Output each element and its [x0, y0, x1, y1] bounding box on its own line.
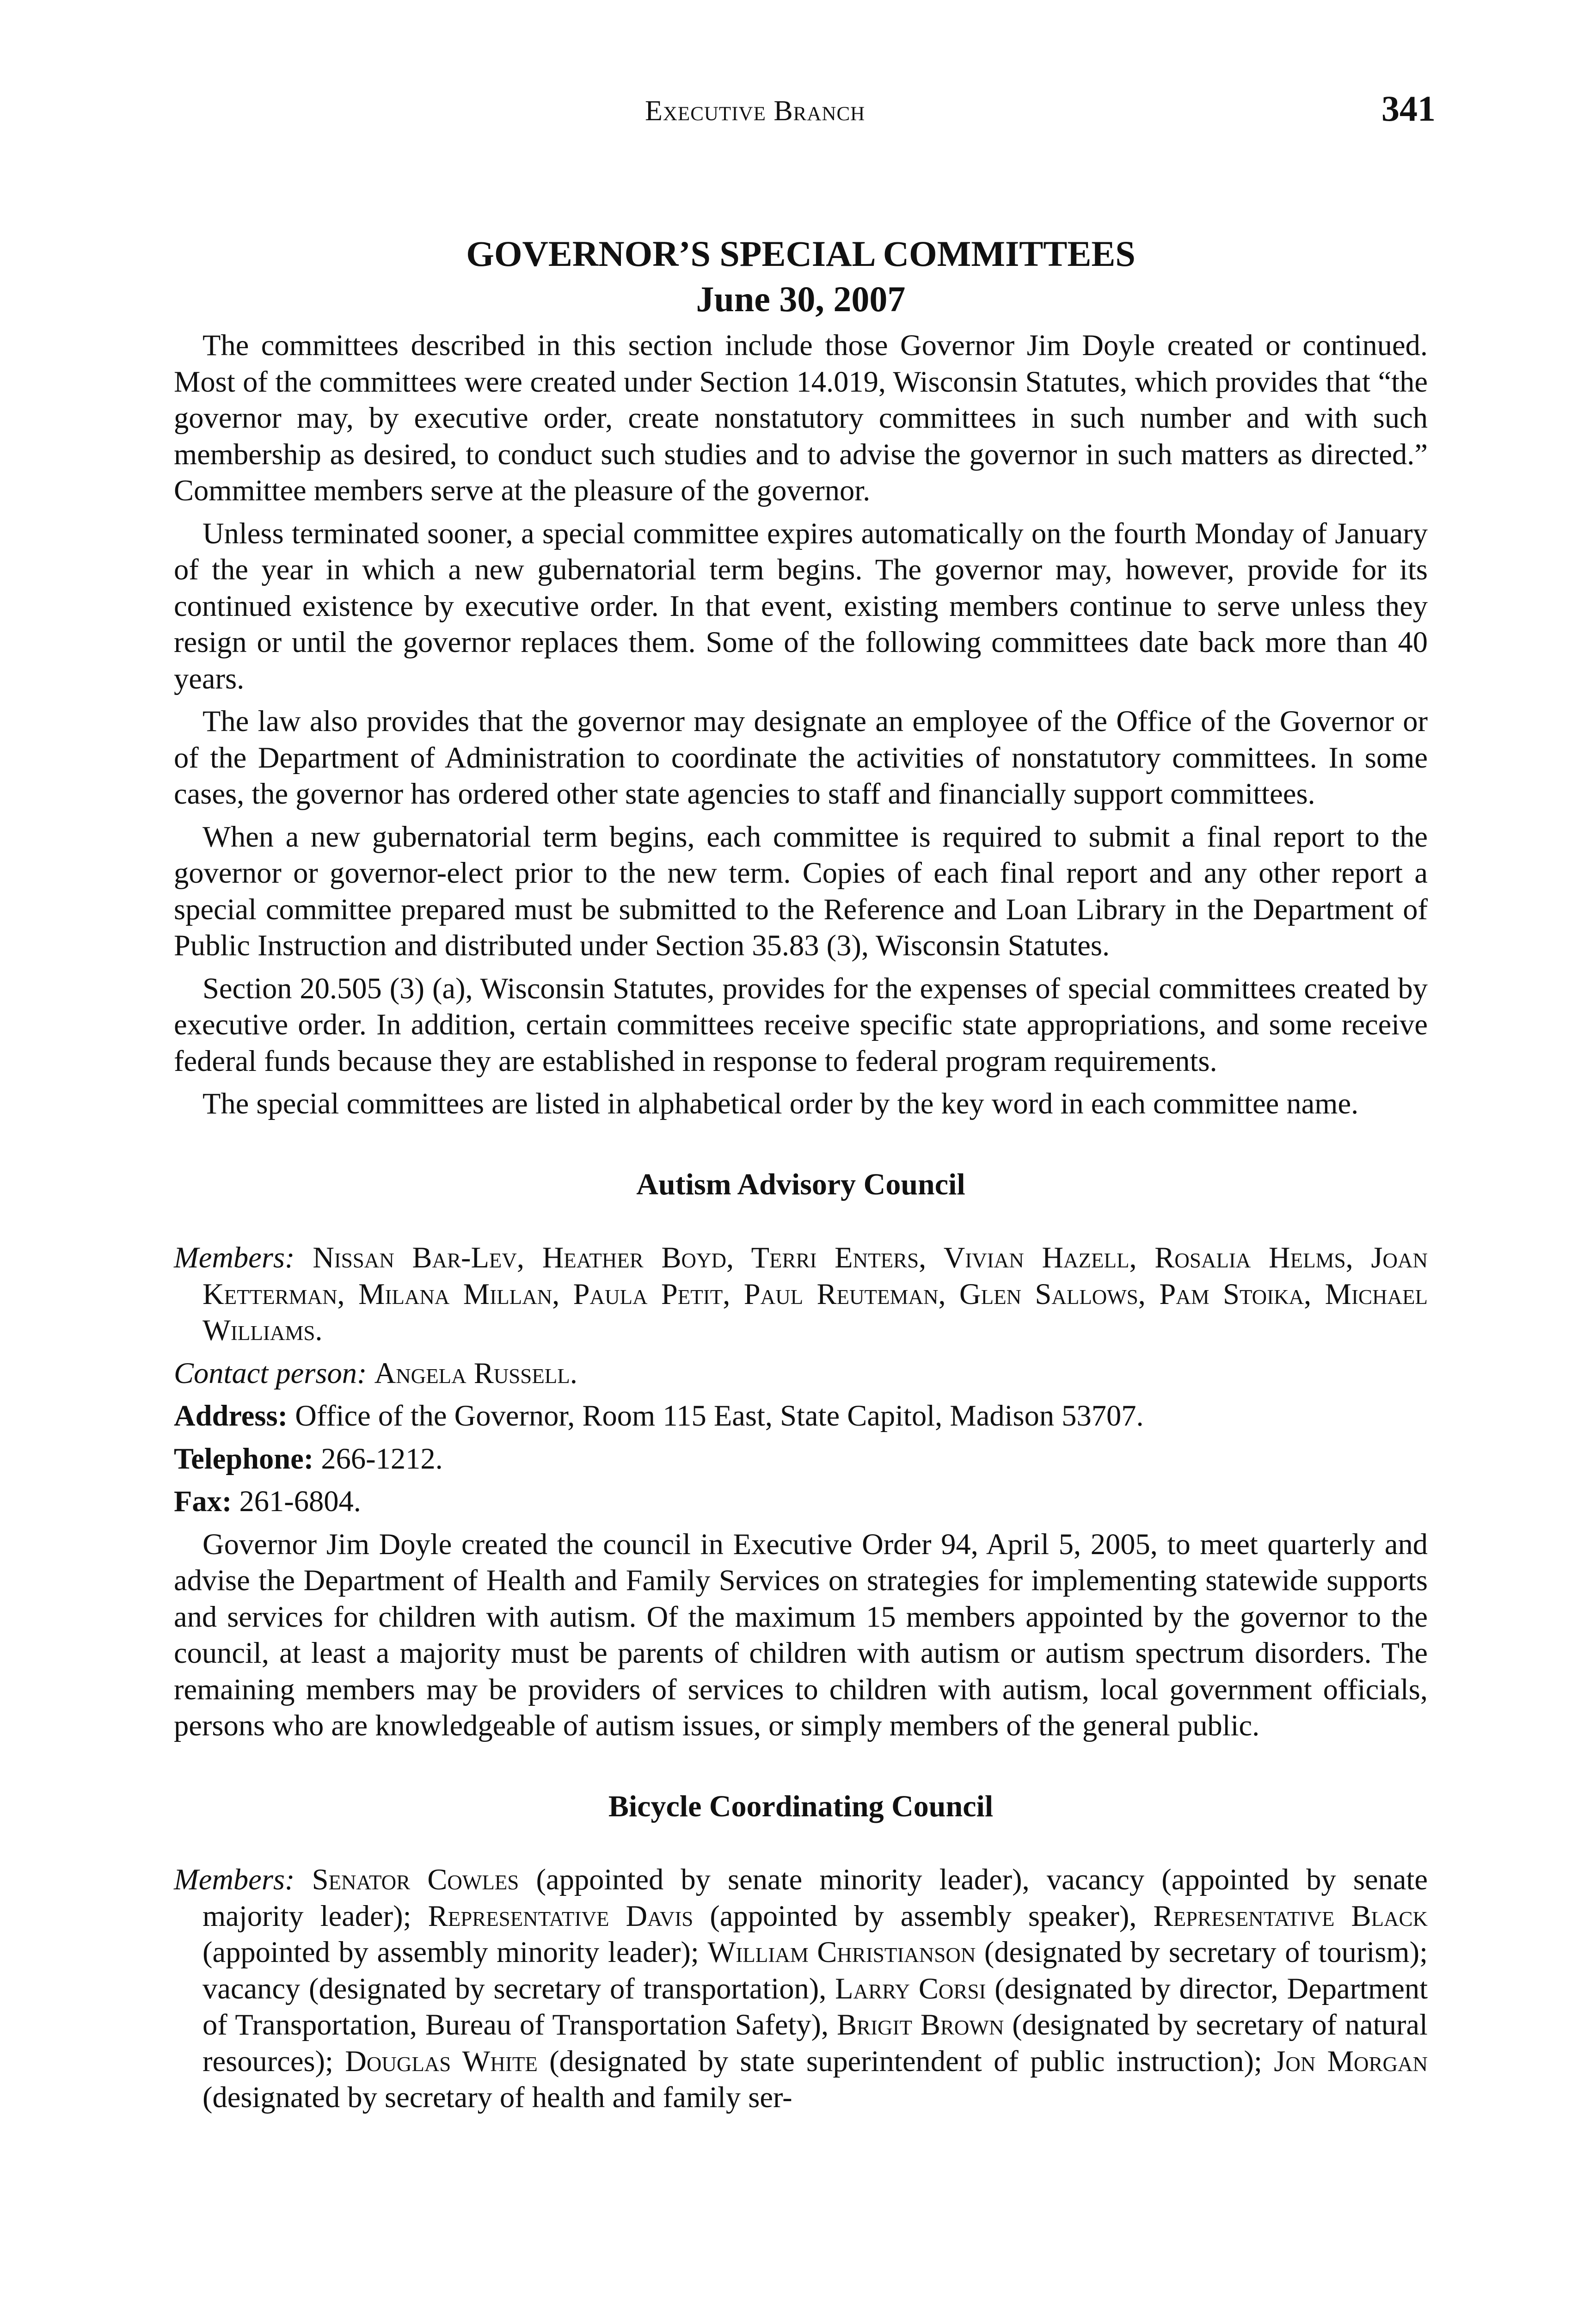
intro-paragraph-2: Unless terminated sooner, a special committee expires automatically on the fourth Monday of January of the year in which a new gubernatorial term begins. The governor may, however, provide for its continued existence by executive order. In that event, existing members continue to serve unless they resign or until the governor replaces them. Some of the following committees date back more than 40 years. [174, 517, 1428, 695]
autism-fax-label: Fax: [174, 1485, 232, 1518]
autism-address-value: Office of the Governor, Room 115 East, State Capitol, Madison 53707. [295, 1399, 1144, 1432]
bicycle-member-name: Senator Cowles [312, 1863, 519, 1896]
autism-members [174, 1240, 1428, 1349]
bicycle-member-7 [345, 2045, 1274, 2078]
bicycle-member-name: Douglas White [345, 2044, 538, 2078]
autism-address-label: Address: [174, 1399, 288, 1432]
page-title: GOVERNOR’S SPECIAL COMMITTEES [466, 234, 1136, 274]
bicycle-member-note: (designated by secretary of natural resources); [203, 2008, 1428, 2078]
bicycle-member-note: (designated by secretary of tourism); vacancy (designated by secretary of transportation), [203, 1936, 1428, 2005]
autism-address [174, 1398, 1428, 1434]
intro-paragraph-3: The law also provides that the governor may designate an employee of the Office of the Governor or of the Department of Administration to coordinate the activities of nonstatutory committees. In some cases, the governor has ordered other state agencies to staff and financially support committees. [174, 705, 1428, 810]
autism-contact-name: Angela Russell. [374, 1356, 577, 1390]
intro-paragraph-6: The special committees are listed in alphabetical order by the key word in each committee name. [203, 1087, 1359, 1120]
autism-telephone [174, 1441, 1428, 1477]
bicycle-member-note: (designated by secretary of health and family ser- [203, 2081, 792, 2114]
bicycle-member-name: Representative Black [1153, 1899, 1428, 1932]
bicycle-member-note: (appointed by senate minority leader), vacancy (appointed by senate majority leader); [203, 1863, 1428, 1932]
autism-fax-value: 261-6804. [239, 1485, 361, 1518]
autism-telephone-value: 266-1212. [321, 1442, 443, 1475]
page-date: June 30, 2007 [696, 279, 906, 319]
autism-description: Governor Jim Doyle created the council in Executive Order 94, April 5, 2005, to meet quarterly and advise the Department of Health and Family Services on strategies for implementing statewide supports and services for children with autism. Of the maximum 15 members appointed by the governor to the council, at least a majority must be parents of children with autism or autism spectrum disorders. The remaining members may be providers of services to children with autism, local government officials, persons who are knowledgeable of autism issues, or simply members of the general public. [174, 1527, 1428, 1742]
running-head [645, 95, 865, 128]
bicycle-council-heading: Bicycle Coordinating Council [608, 1789, 994, 1823]
bicycle-member-name: Jon Morgan [1274, 2044, 1428, 2078]
bicycle-member-2 [428, 1900, 1154, 1932]
bicycle-members-label: Members: [174, 1863, 295, 1896]
autism-contact [174, 1355, 1428, 1392]
running-head-text: Executive Branch [645, 95, 866, 127]
bicycle-member-name: Larry Corsi [835, 1972, 986, 2005]
bicycle-member-note: (designated by state superintendent of public instruction); [537, 2044, 1274, 2078]
autism-contact-label: Contact person: [174, 1356, 367, 1390]
bicycle-member-name: Brigit Brown [836, 2008, 1004, 2041]
intro-paragraph-5: Section 20.505 (3) (a), Wisconsin Statutes, provides for the expenses of special committees created by executive order. In addition, certain committees receive specific state appropriations, and some receive federal funds because they are established in response to federal program requirements. [174, 972, 1428, 1077]
bicycle-member-note: (appointed by assembly minority leader); [203, 1936, 708, 1968]
autism-council-heading: Autism Advisory Council [636, 1167, 965, 1201]
bicycle-member-name: Representative Davis [428, 1899, 694, 1932]
main-content [174, 231, 1428, 2122]
intro-paragraph-1: The committees described in this section include those Governor Jim Doyle created or continued. Most of the committees were created under Section 14.019, Wisconsin Statutes, which provides that “the governor may, by executive order, create nonstatutory committees in such number and with such membership as desired, to conduct such studies and to advise the governor in such matters as directed.” Committee members serve at the pleasure of the governor. [174, 329, 1428, 507]
bicycle-member-name: William Christianson [707, 1936, 976, 1968]
autism-telephone-label: Telephone: [174, 1442, 314, 1475]
bicycle-member-note: (appointed by assembly speaker), [693, 1899, 1154, 1932]
autism-members-label: Members: [174, 1241, 295, 1274]
page-number: 341 [1381, 88, 1436, 129]
bicycle-member-note: (designated by director, Department of Transportation, Bureau of Transportation Safety), [203, 1972, 1428, 2041]
bicycle-members [174, 1862, 1428, 2116]
autism-fax [174, 1483, 1428, 1520]
intro-paragraph-4: When a new gubernatorial term begins, each committee is required to submit a final report to the governor or governor-elect prior to the new term. Copies of each final report and any other report a special committee prepared must be submitted to the Reference and Loan Library in the Department of Public Instruction and distributed under Section 35.83 (3), Wisconsin Statutes. [174, 820, 1428, 962]
autism-members-list: Nissan Bar-Lev, Heather Boyd, Terri Enters, Vivian Hazell, Rosalia Helms, Joan Ketterman, Milana Millan, Paula Petit, Paul Reuteman, Glen Sallows, Pam Stoika, Michael Williams. [203, 1241, 1428, 1347]
